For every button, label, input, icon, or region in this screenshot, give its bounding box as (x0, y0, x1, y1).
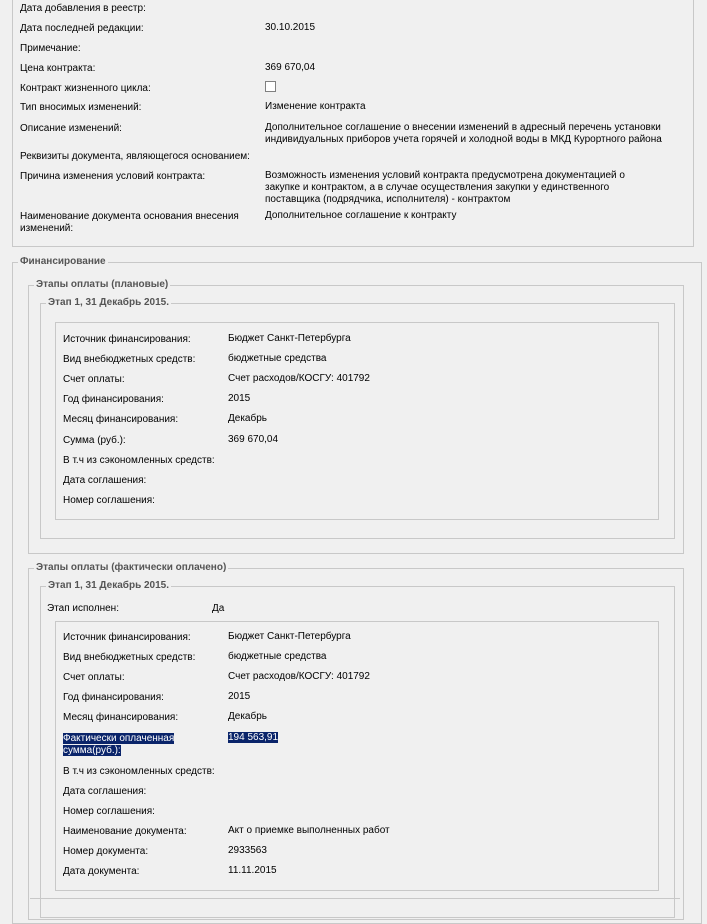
actual-row-label: Месяц финансирования: (63, 712, 179, 723)
actual-row-value: Счет расходов/КОСГУ: 401792 (228, 671, 370, 682)
paid-amount-value-text: 194 563,91 (228, 732, 279, 743)
paid-amount-label (63, 733, 174, 757)
actual-row-value: Акт о приемке выполненных работ (228, 825, 390, 836)
reason-line-3: поставщика (подрядчика, исполнителя) - контрактом (265, 194, 511, 205)
next-section-edge (30, 898, 680, 911)
actual-row-value: Бюджет Санкт-Петербурга (228, 631, 351, 642)
actual-row-value: Декабрь (228, 711, 267, 722)
basis-name-label-1: Наименование документа основания внесения (20, 211, 239, 222)
note-label: Примечание: (20, 43, 81, 54)
change-desc-label: Описание изменений: (20, 123, 122, 134)
planned-stages-legend: Этапы оплаты (плановые) (36, 279, 169, 290)
price-label: Цена контракта: (20, 63, 96, 74)
planned-row-label: Сумма (руб.): (63, 434, 126, 446)
actual-row-label: Источник финансирования: (63, 632, 191, 643)
actual-row-label: Счет оплаты: (63, 672, 125, 683)
registry-date-label: Дата добавления в реестр: (20, 3, 146, 14)
lifecycle-checkbox[interactable] (265, 81, 276, 92)
change-desc-line-2: индивидуальных приборов учета горячей и холодной воды в МКД Курортного района (265, 134, 662, 145)
actual-stages-legend: Этапы оплаты (фактически оплачено) (36, 562, 227, 573)
basis-name-label-2: изменений: (20, 223, 74, 234)
planned-row-value: 2015 (228, 393, 251, 405)
last-edit-value: 30.10.2015 (265, 22, 316, 33)
change-type-value: Изменение контракта (265, 101, 366, 112)
actual-row-value: бюджетные средства (228, 651, 327, 662)
planned-row-value: 369 670,04 (228, 433, 279, 445)
planned-row-label: В т.ч из сэкономленных средств: (63, 454, 215, 466)
paid-amount-label-line-1: Фактически оплаченная (63, 733, 175, 744)
actual-row-label: Год финансирования: (63, 692, 164, 703)
planned-row-label: Дата соглашения: (63, 474, 147, 486)
reason-label: Причина изменения условий контракта: (20, 171, 206, 182)
lifecycle-label: Контракт жизненного цикла: (20, 83, 151, 94)
last-edit-label: Дата последней редакции: (20, 23, 144, 34)
reason-line-2: закупке и контрактом, а в случае осуществления закупки у единственного (265, 182, 610, 193)
actual-row-label: В т.ч из сэкономленных средств: (63, 766, 215, 777)
planned-row-label: Номер соглашения: (63, 494, 155, 506)
planned-row-value: Бюджет Санкт-Петербурга (228, 333, 351, 344)
planned-row-label: Источник финансирования: (63, 334, 191, 345)
planned-row-label: Месяц финансирования: (63, 414, 179, 426)
actual-row-value: 2933563 (228, 845, 267, 856)
financing-legend: Финансирование (20, 256, 106, 267)
paid-amount-label-line-2: сумма(руб.): (63, 745, 121, 756)
actual-row-label: Дата документа: (63, 866, 140, 877)
actual-row-label: Вид внебюджетных средств: (63, 652, 196, 663)
stage-completed-label: Этап исполнен: (47, 603, 119, 614)
actual-stage-1-legend: Этап 1, 31 Декабрь 2015. (48, 580, 170, 591)
planned-row-value: Декабрь (228, 413, 267, 425)
planned-row-value: бюджетные средства (228, 353, 327, 365)
reason-line-1: Возможность изменения условий контракта предусмотрена документацией о (265, 170, 625, 181)
stage-completed-value: Да (212, 603, 225, 614)
paid-amount-value (228, 732, 278, 744)
actual-row-label: Номер соглашения: (63, 806, 155, 817)
actual-row-label: Номер документа: (63, 846, 149, 857)
price-value: 369 670,04 (265, 62, 316, 73)
planned-row-label: Вид внебюджетных средств: (63, 354, 196, 366)
planned-row-value: Счет расходов/КОСГУ: 401792 (228, 373, 370, 385)
actual-row-label: Дата соглашения: (63, 786, 147, 797)
basis-name-value: Дополнительное соглашение к контракту (265, 210, 457, 221)
actual-row-value: 11.11.2015 (228, 865, 277, 876)
planned-row-label: Год финансирования: (63, 394, 164, 406)
planned-row-label: Счет оплаты: (63, 374, 125, 386)
planned-stage-1-legend: Этап 1, 31 Декабрь 2015. (48, 297, 170, 308)
change-desc-line-1: Дополнительное соглашение о внесении изменений в адресный перечень установки (265, 122, 661, 133)
actual-row-label: Наименование документа: (63, 826, 187, 837)
change-type-label: Тип вносимых изменений: (20, 102, 142, 113)
actual-row-value: 2015 (228, 691, 251, 702)
basis-doc-label: Реквизиты документа, являющегося основанием: (20, 151, 250, 162)
